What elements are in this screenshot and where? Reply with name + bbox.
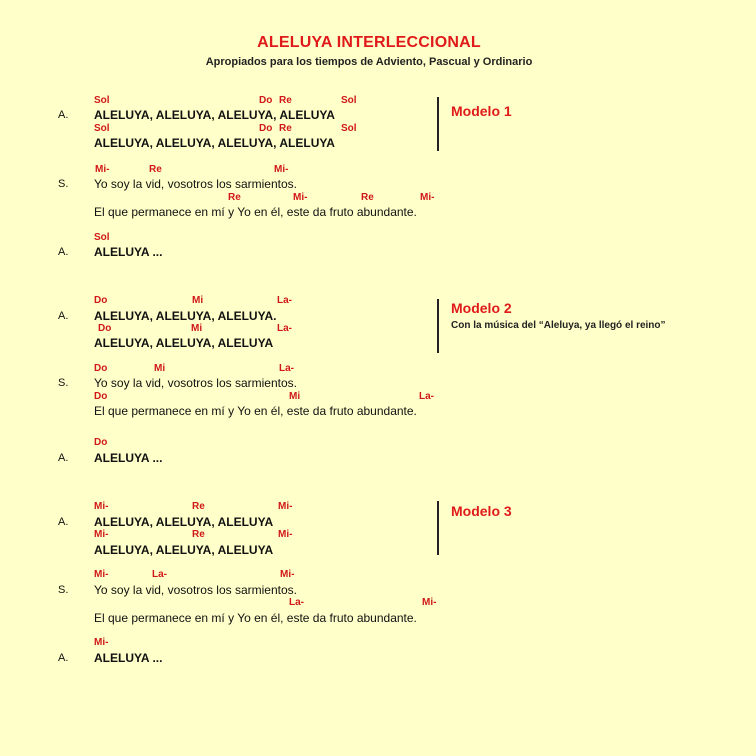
verse-label-a: A. — [58, 516, 69, 528]
chord: Sol — [341, 123, 357, 134]
lyric-line: ALELUYA, ALELUYA, ALELUYA — [94, 515, 274, 529]
chord: Re — [149, 164, 162, 175]
chord: Mi — [191, 323, 203, 334]
chord: Mi — [289, 391, 301, 402]
chord: Mi — [154, 363, 166, 374]
divider — [437, 501, 439, 555]
chord: La- — [279, 363, 294, 374]
chord: La- — [289, 597, 304, 608]
chord: Do — [259, 95, 273, 106]
chord: Mi- — [94, 569, 109, 580]
chord: Mi- — [278, 529, 293, 540]
lyric-line: Yo soy la vid, vosotros los sarmientos. — [94, 376, 297, 390]
verse-label-s: S. — [58, 377, 69, 389]
chord: Re — [279, 95, 292, 106]
chord: Re — [228, 192, 241, 203]
verse-label-a: A. — [58, 310, 69, 322]
lyric-line: ALELUYA ... — [94, 651, 163, 665]
chord: La- — [277, 295, 292, 306]
lyric-line: ALELUYA, ALELUYA, ALELUYA — [94, 336, 274, 350]
model-note: Con la música del “Aleluya, ya llegó el reino” — [451, 320, 666, 331]
chord: Mi- — [420, 192, 435, 203]
chord: Sol — [94, 232, 110, 243]
lyric-line: ALELUYA, ALELUYA, ALELUYA, ALELUYA — [94, 108, 335, 122]
verse-label-s: S. — [58, 178, 69, 190]
chord: Mi- — [274, 164, 289, 175]
chord: Mi- — [280, 569, 295, 580]
chord: Do — [94, 295, 108, 306]
chord: Re — [279, 123, 292, 134]
lyric-line: ALELUYA, ALELUYA, ALELUYA. — [94, 309, 277, 323]
chord: Sol — [94, 95, 110, 106]
chord: Mi- — [422, 597, 437, 608]
divider — [437, 97, 439, 151]
page-title: ALELUYA INTERLECCIONAL — [257, 34, 481, 51]
chord: Mi- — [278, 501, 293, 512]
lyric-line: El que permanece en mí y Yo en él, este da fruto abundante. — [94, 205, 417, 219]
chord: La- — [277, 323, 292, 334]
model-title: Modelo 2 — [451, 300, 512, 316]
verse-label-s: S. — [58, 584, 69, 596]
chord: Mi- — [94, 529, 109, 540]
chord: Re — [192, 501, 205, 512]
lyric-line: Yo soy la vid, vosotros los sarmientos. — [94, 177, 297, 191]
verse-label-a: A. — [58, 652, 69, 664]
chord: Mi- — [95, 164, 110, 175]
chord: Mi- — [94, 501, 109, 512]
chord: Re — [361, 192, 374, 203]
verse-label-a: A. — [58, 246, 69, 258]
lyric-line: ALELUYA, ALELUYA, ALELUYA, ALELUYA — [94, 136, 335, 150]
chord: Do — [94, 363, 108, 374]
divider — [437, 299, 439, 353]
lyric-line: El que permanece en mí y Yo en él, este da fruto abundante. — [94, 404, 417, 418]
lyric-line: El que permanece en mí y Yo en él, este da fruto abundante. — [94, 611, 417, 625]
verse-label-a: A. — [58, 452, 69, 464]
chord: Do — [98, 323, 112, 334]
model-title: Modelo 3 — [451, 503, 512, 519]
chord: Re — [192, 529, 205, 540]
chord: Do — [259, 123, 273, 134]
chord: La- — [152, 569, 167, 580]
page-subtitle: Apropiados para los tiempos de Adviento, Pascual y Ordinario — [205, 56, 533, 68]
chord: Do — [94, 391, 108, 402]
lyric-line: ALELUYA, ALELUYA, ALELUYA — [94, 543, 274, 557]
verse-label-a: A. — [58, 109, 69, 121]
lyric-line: Yo soy la vid, vosotros los sarmientos. — [94, 583, 297, 597]
lyric-line: ALELUYA ... — [94, 245, 163, 259]
chord: Sol — [341, 95, 357, 106]
model-title: Modelo 1 — [451, 103, 512, 119]
lyric-line: ALELUYA ... — [94, 451, 163, 465]
chord: Do — [94, 437, 108, 448]
chord: Sol — [94, 123, 110, 134]
chord: Mi — [192, 295, 204, 306]
chord: La- — [419, 391, 434, 402]
chord: Mi- — [94, 637, 109, 648]
chord: Mi- — [293, 192, 308, 203]
